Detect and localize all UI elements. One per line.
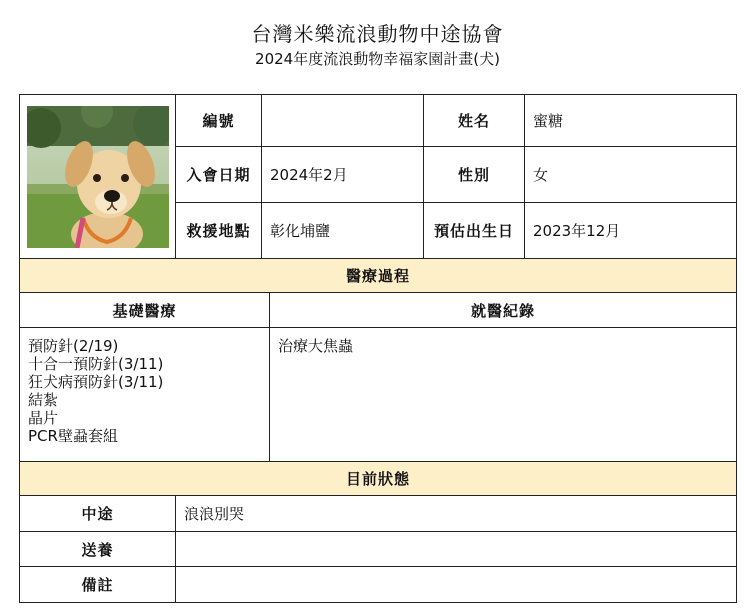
foster-label: 中途	[20, 496, 176, 532]
birth-label: 預估出生日	[424, 203, 525, 259]
number-value	[262, 95, 424, 147]
note-label: 備註	[20, 567, 176, 603]
list-item: 預防針(2/19)	[28, 337, 119, 355]
row-note	[20, 567, 737, 603]
number-label: 編號	[176, 95, 262, 147]
list-item: 十合一預防針(3/11)	[28, 355, 164, 373]
list-item: 治療大焦蟲	[278, 337, 354, 355]
row-foster	[20, 496, 737, 532]
name-label: 姓名	[424, 95, 525, 147]
list-item: 結紮	[28, 391, 59, 409]
list-item: 晶片	[28, 409, 59, 427]
rescue-place-label: 救援地點	[176, 203, 262, 259]
row-status-band	[20, 462, 737, 496]
name-value: 蜜糖	[525, 95, 737, 147]
gender-label: 性別	[424, 147, 525, 203]
visit-record-header: 就醫紀錄	[270, 293, 737, 328]
dog-profile-table	[19, 94, 737, 603]
note-value	[176, 567, 737, 603]
photo-cell	[20, 95, 176, 259]
birth-value: 2023年12月	[525, 203, 737, 259]
basic-medical-list	[20, 328, 270, 462]
row-adopt	[20, 532, 737, 567]
rescue-place-value: 彰化埔鹽	[262, 203, 424, 259]
foster-value: 浪浪別哭	[176, 496, 737, 532]
basic-medical-header: 基礎醫療	[20, 293, 270, 328]
list-item: 狂犬病預防針(3/11)	[28, 373, 164, 391]
visit-record-list	[270, 328, 737, 462]
status-section-title: 目前狀態	[20, 462, 737, 496]
gender-value: 女	[525, 147, 737, 203]
join-date-label: 入會日期	[176, 147, 262, 203]
dog-photo-icon	[27, 106, 169, 248]
join-date-value: 2024年2月	[262, 147, 424, 203]
medical-section-title: 醫療過程	[20, 259, 737, 293]
org-title: 台灣米樂流浪動物中途協會	[251, 22, 504, 46]
program-title: 2024年度流浪動物幸福家園計畫(犬)	[255, 50, 500, 68]
row-medical-band	[20, 259, 737, 293]
adopt-value	[176, 532, 737, 567]
list-item: PCR壁蝨套組	[28, 427, 118, 445]
row-medical-headers	[20, 293, 737, 328]
row-number-name	[20, 95, 737, 147]
adopt-label: 送養	[20, 532, 176, 567]
row-medical-content	[20, 328, 737, 462]
